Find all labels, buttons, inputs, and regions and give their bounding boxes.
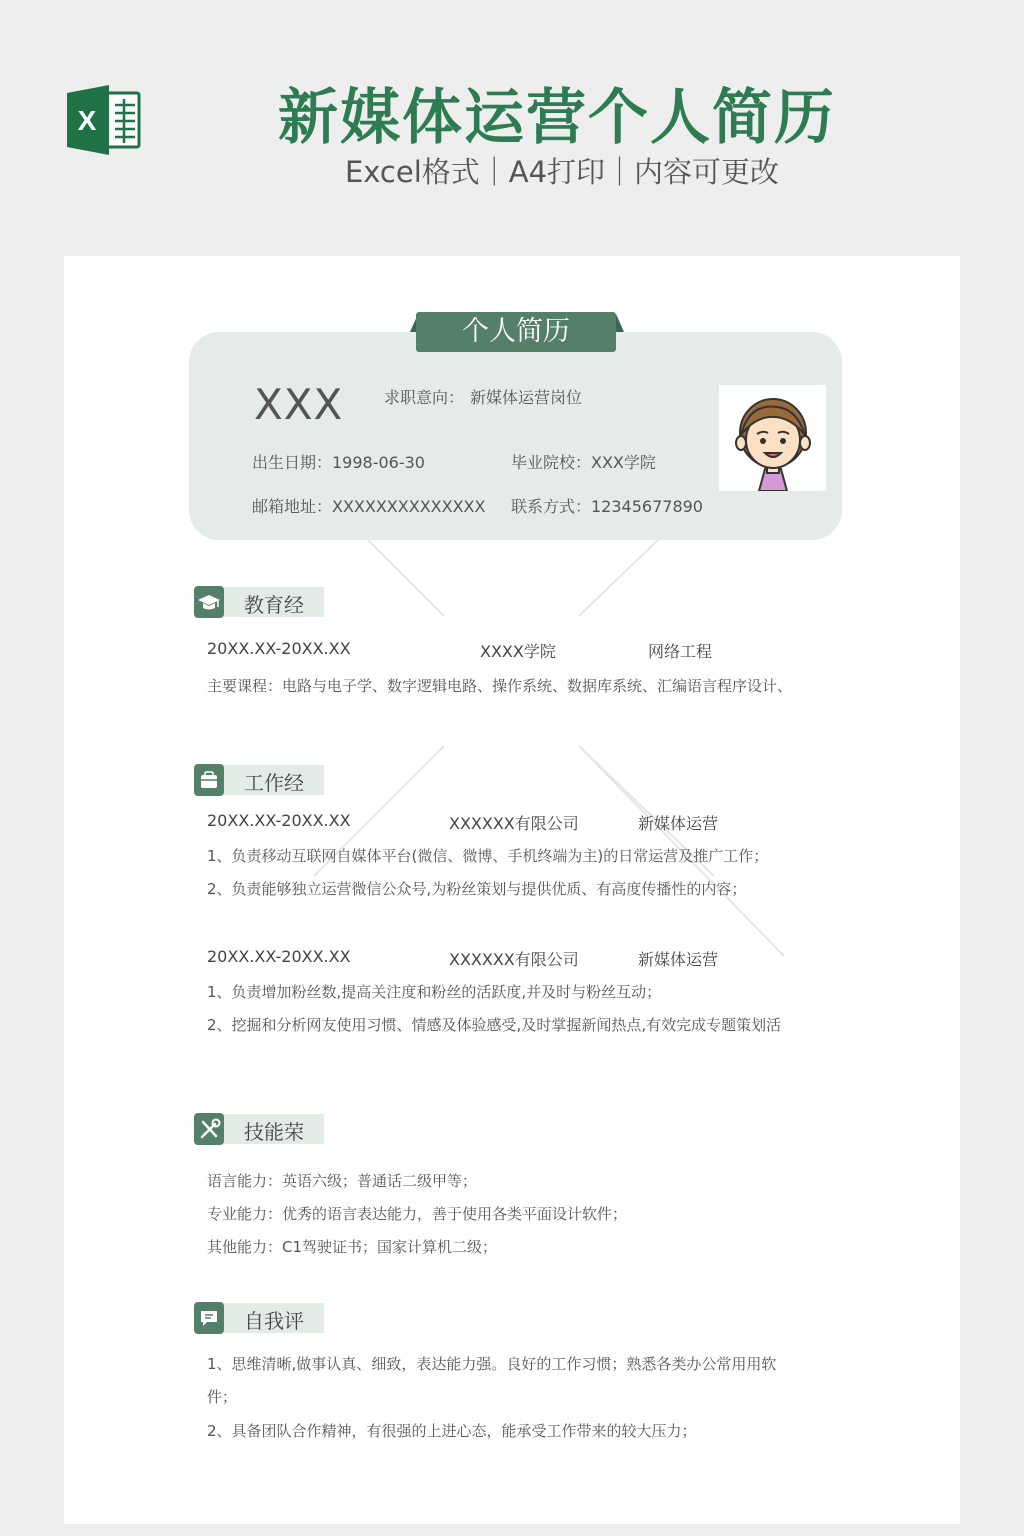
self-evaluation-line: 件； bbox=[207, 1388, 238, 1406]
resume-ribbon-title: 个人简历 bbox=[416, 312, 616, 352]
self-evaluation-title: 自我评 bbox=[244, 1309, 304, 1333]
job-intention bbox=[384, 387, 594, 409]
graduate-school: 毕业院校：XXX学院 bbox=[511, 453, 656, 472]
email-address: 邮箱地址：XXXXXXXXXXXXXX bbox=[252, 497, 486, 516]
education-period: 20XX.XX-20XX.XX bbox=[207, 639, 351, 658]
skills-header bbox=[194, 1113, 324, 1145]
job-period: 20XX.XX-20XX.XX bbox=[207, 947, 351, 966]
education-courses: 主要课程：电路与电子学、数字逻辑电路、操作系统、数据库系统、汇编语言程序设计、 bbox=[207, 677, 793, 695]
graduation-cap-icon bbox=[194, 586, 224, 618]
job-duty: 2、挖掘和分析网友使用习惯、情感及体验感受,及时掌握新闻热点,有效完成专题策划活 bbox=[207, 1016, 782, 1034]
job-period: 20XX.XX-20XX.XX bbox=[207, 811, 351, 830]
education-title: 教育经 bbox=[244, 593, 304, 617]
self-evaluation-header bbox=[194, 1302, 324, 1334]
job-company: XXXXXX有限公司 bbox=[449, 950, 579, 969]
self-evaluation-line: 2、具备团队合作精神，有很强的上进心态，能承受工作带来的较大压力； bbox=[207, 1422, 697, 1440]
svg-text:X: X bbox=[77, 105, 97, 136]
skills-title: 技能荣 bbox=[244, 1120, 304, 1144]
job-role: 新媒体运营 bbox=[638, 814, 719, 833]
chat-icon bbox=[194, 1302, 224, 1334]
girl-avatar-icon bbox=[719, 385, 826, 491]
briefcase-icon bbox=[194, 764, 224, 796]
job-intention-label: 求职意向： bbox=[384, 388, 465, 407]
resume-paper bbox=[64, 256, 960, 1524]
job-duty: 1、负责增加粉丝数,提高关注度和粉丝的活跃度,并及时与粉丝互动； bbox=[207, 983, 662, 1001]
avatar bbox=[719, 385, 826, 491]
job-intention-value: 新媒体运营岗位 bbox=[470, 388, 583, 407]
phone-number: 联系方式：12345677890 bbox=[511, 497, 703, 516]
education-major: 网络工程 bbox=[648, 642, 713, 661]
job-role: 新媒体运营 bbox=[638, 950, 719, 969]
education-school: XXXX学院 bbox=[480, 642, 556, 661]
job-duty: 2、负责能够独立运营微信公众号,为粉丝策划与提供优质、有高度传播性的内容； bbox=[207, 880, 747, 898]
candidate-name: XXX bbox=[254, 380, 344, 429]
birth-date: 出生日期：1998-06-30 bbox=[252, 453, 425, 472]
job-company: XXXXXX有限公司 bbox=[449, 814, 579, 833]
skill-line: 专业能力：优秀的语言表达能力，善于使用各类平面设计软件； bbox=[207, 1205, 628, 1223]
skill-line: 其他能力：C1驾驶证书；国家计算机二级； bbox=[207, 1238, 498, 1256]
education-header bbox=[194, 586, 324, 618]
banner-subtitle: Excel格式｜A4打印｜内容可更改 bbox=[344, 155, 780, 189]
self-evaluation-line: 1、思维清晰,做事认真、细致，表达能力强。良好的工作习惯；熟悉各类办公常用用软 bbox=[207, 1355, 777, 1373]
job-duty: 1、负责移动互联网自媒体平台(微信、微博、手机终端为主)的日常运营及推广工作； bbox=[207, 847, 769, 865]
work-title: 工作经 bbox=[244, 771, 304, 795]
banner-title: 新媒体运营个人简历 bbox=[278, 83, 836, 153]
tools-icon bbox=[194, 1113, 224, 1145]
skill-line: 语言能力：英语六级；普通话二级甲等； bbox=[207, 1172, 478, 1190]
work-header bbox=[194, 764, 324, 796]
